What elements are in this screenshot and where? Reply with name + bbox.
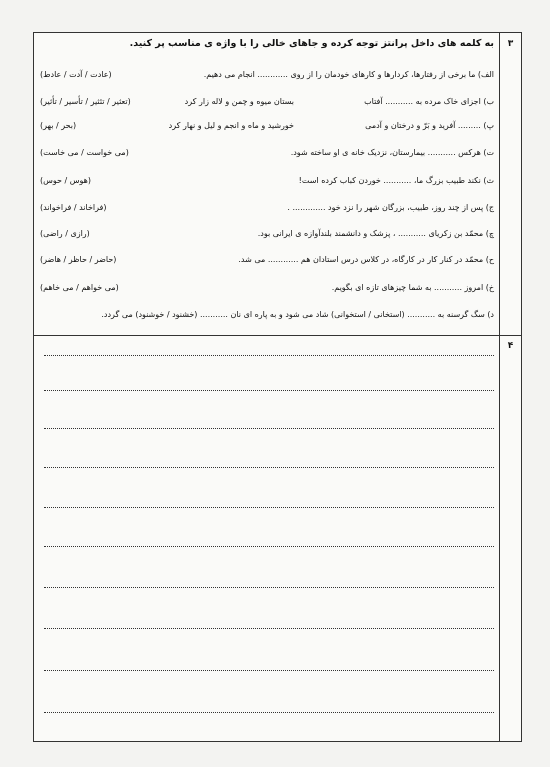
item-options: (عادت / آدت / عادط) xyxy=(40,70,112,79)
answer-line[interactable] xyxy=(44,628,494,629)
question-4-number: ۴ xyxy=(507,341,514,351)
item-text: الف) ما برخی از رفتارها، کردارها و کارهای خودمان را از روی ............ انجام می دهیم. xyxy=(203,70,494,79)
question-number-column xyxy=(499,33,521,741)
question-3-title: به کلمه های داخل پرانتز توجه کرده و جاهای خالی را با واژه ی مناسب پر کنید. xyxy=(129,38,494,49)
item-text: پ) ......... آفرید و بَرّ و درختان و آدمی xyxy=(365,121,494,130)
answer-line[interactable] xyxy=(44,467,494,468)
item-options: (می خواهم / می خاهم) xyxy=(40,283,119,292)
item-options: (رازی / راضی) xyxy=(40,229,90,238)
question-item xyxy=(40,203,494,217)
item-options: (می خواست / می خاست) xyxy=(40,148,129,157)
item-options: (فراخاند / فراخواند) xyxy=(40,203,107,212)
item-text: خ) امروز ........... به شما چیزهای تازه ای بگویم. xyxy=(331,283,494,292)
answer-line[interactable] xyxy=(44,546,494,547)
question-item xyxy=(40,97,494,111)
answer-line[interactable] xyxy=(44,428,494,429)
answer-line[interactable] xyxy=(44,507,494,508)
item-text: د) سگ گرسنه به ........... (استخانی / استخوانی) شاد می شود و به پاره ای نان ........... (خشنود / خوشنود) می گردد. xyxy=(101,310,494,319)
item-text-second-half: بستان میوه و چمن و لاله زار کرد xyxy=(184,97,294,106)
item-text: ب) اجزای خاک مرده به ........... آفتاب xyxy=(364,97,494,106)
item-text: ج) پس از چند روز، طبیب، بزرگان شهر را نزد خود ............. . xyxy=(287,203,494,212)
question-item xyxy=(40,148,494,162)
item-text: ث) نکند طبیب بزرگ ما، ........... خوردن کباب کرده است! xyxy=(298,176,494,185)
item-options: (بحر / بهر) xyxy=(40,121,77,130)
question-item xyxy=(40,310,494,324)
answer-line[interactable] xyxy=(44,712,494,713)
answer-line[interactable] xyxy=(44,355,494,356)
item-text-second-half: خورشید و ماه و انجم و لیل و نهار کرد xyxy=(168,121,294,130)
question-item xyxy=(40,283,494,297)
item-options: (حاضر / حاظر / هاضر) xyxy=(40,255,117,264)
question-3-number: ۳ xyxy=(507,39,514,49)
question-item xyxy=(40,121,494,135)
item-text: ح) محمّد در کنار کار در کارگاه، در کلاس درس استادان هم ............ می شد. xyxy=(238,255,494,264)
question-item xyxy=(40,229,494,243)
question-item xyxy=(40,176,494,190)
item-options: (هوس / حوس) xyxy=(40,176,91,185)
question-separator xyxy=(34,335,521,336)
item-options: (تعثیر / تئثیر / تأسیر / تأثیر) xyxy=(40,97,131,106)
item-text: ت) هرکس ........... بیمارستان، نزدیک خانه ی او ساخته شود. xyxy=(290,148,494,157)
exam-sheet xyxy=(33,32,522,742)
item-text: چ) محمّد بن زکریای ........... ، پزشک و دانشمند بلندآوازه ی ایرانی بود. xyxy=(257,229,494,238)
answer-line[interactable] xyxy=(44,587,494,588)
answer-line[interactable] xyxy=(44,670,494,671)
question-item xyxy=(40,255,494,269)
answer-line[interactable] xyxy=(44,390,494,391)
question-item xyxy=(40,70,494,84)
